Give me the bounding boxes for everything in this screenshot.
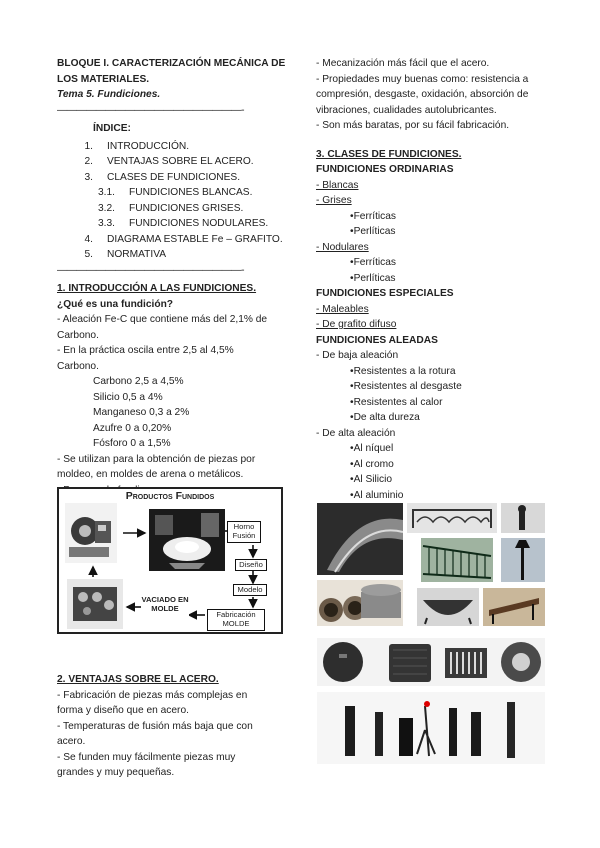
bloque-title-line2: LOS MATERIALES. (57, 73, 150, 85)
ventajas-line: - Mecanización más fácil que el acero. (316, 58, 490, 69)
index-label: FUNDICIONES GRISES. (129, 202, 244, 214)
tema-title: Tema 5. Fundiciones. (57, 89, 161, 100)
index-num: 4. (84, 233, 93, 245)
railing-photo (421, 538, 493, 582)
index-num: 3. (84, 171, 93, 183)
bathtub-photo (417, 588, 479, 626)
baja-subitem: •De alta dureza (350, 412, 420, 423)
ordinarias-heading: FUNDICIONES ORDINARIAS (316, 164, 454, 175)
index-subitem (57, 216, 289, 232)
left-column (57, 56, 289, 498)
index-num: 5. (84, 249, 93, 260)
bollard-photo (501, 503, 545, 533)
bench-photo (483, 588, 545, 626)
intro-text: Carbono. (57, 329, 99, 341)
maleables-item: - Maleables (316, 303, 369, 315)
index-num: 1. (84, 140, 93, 152)
ventajas-line: compresión, desgaste, oxidación, absorción de (316, 89, 529, 100)
grises-item: - Grises (316, 195, 352, 206)
composition-item: Silicio 0,5 a 4% (93, 391, 163, 403)
index-subitem (57, 185, 289, 201)
alta-subitem: •Al cromo (350, 458, 394, 470)
baja-item: - De baja aleación (316, 350, 399, 361)
vaciado-molde-label: VACIADO EN MOLDE (141, 595, 189, 617)
baja-subitem: •Resistentes al calor (350, 396, 443, 408)
index-item (57, 139, 289, 155)
ventajas-line: - Fabricación de piezas más complejas en (57, 689, 248, 701)
bollards-photo (317, 692, 545, 764)
diseno-box: Diseño (235, 559, 267, 571)
horno-fusion-box: Horno Fusión (227, 521, 261, 543)
ventajas-line: vibraciones, cualidades autolubricantes. (316, 104, 497, 116)
index-label: CLASES DE FUNDICIONES. (107, 171, 241, 183)
right-column (316, 56, 548, 503)
intro-question: ¿Qué es una fundición? (57, 298, 174, 310)
index-item (57, 232, 289, 248)
fabricacion-molde-box: Fabricación MOLDE (207, 609, 265, 631)
nodulares-subitem: •Ferríticas (350, 257, 397, 268)
blancas-item: - Blancas (316, 179, 359, 191)
index-label: INTRODUCCIÓN. (107, 140, 190, 152)
intro-text: Carbono. (57, 360, 99, 372)
alta-item: - De alta aleación (316, 427, 396, 439)
index-label: VENTAJAS SOBRE EL ACERO. (107, 156, 254, 167)
alta-subitem: •Al Silicio (350, 474, 393, 485)
aleadas-heading: FUNDICIONES ALEADAS (316, 334, 438, 346)
index-num: 3.2. (98, 202, 115, 214)
index-label: DIAGRAMA ESTABLE Fe – GRAFITO. (107, 233, 283, 245)
index-num: 2. (84, 156, 93, 167)
alta-subitem: •Al níquel (350, 443, 394, 454)
grises-subitem: •Ferríticas (350, 210, 397, 222)
diagram-title: Productos Fundidos (125, 490, 215, 502)
index-num: 3.3. (98, 218, 115, 229)
intro-text: moldeo, en moldes de arena o metálicos. (57, 469, 244, 480)
cylinder-surface-photo (317, 503, 403, 575)
ventajas-line: - Son más baratas, por su fácil fabricación. (316, 120, 510, 131)
ventajas-line: acero. (57, 736, 86, 747)
bloque-title-line1: BLOQUE I. CARACTERIZACIÓN MECÁNICA DE (57, 58, 286, 69)
manhole-covers-photo (317, 638, 545, 686)
clases-heading: 3. CLASES DE FUNDICIONES. (316, 148, 462, 160)
index-label: FUNDICIONES NODULARES. (129, 218, 269, 229)
alta-subitem: •Al aluminio (350, 489, 404, 501)
baja-subitem: •Resistentes a la rotura (350, 365, 456, 377)
intro-text: - En la práctica oscila entre 2,5 al 4,5% (57, 345, 234, 356)
nodulares-item: - Nodulares (316, 241, 369, 253)
baja-subitem: •Resistentes al desgaste (350, 381, 462, 392)
index-item (57, 247, 289, 263)
ventajas-line: grandes y muy pequeñas. (57, 767, 175, 778)
modelo-box: Modelo (233, 584, 267, 596)
index-label: NORMATIVA (107, 249, 167, 260)
ventajas-section (57, 672, 289, 781)
index-rule: ———————————————————- (57, 264, 244, 276)
index-list (57, 139, 289, 263)
index-title: ÍNDICE: (93, 123, 131, 134)
cast-products-gallery (317, 500, 545, 764)
especiales-heading: FUNDICIONES ESPECIALES (316, 288, 454, 299)
intro-text: - Aleación Fe-C que contiene más del 2,1% de (57, 314, 268, 325)
intro-heading: 1. INTRODUCCIÓN A LAS FUNDICIONES. (57, 283, 257, 294)
pipes-photo (317, 580, 403, 626)
ventajas-line: forma y diseño que en acero. (57, 705, 189, 716)
intro-text: - Se utilizan para la obtención de piezas por (57, 453, 256, 465)
composition-item: Azufre 0 a 0,20% (93, 422, 172, 434)
casting-process-diagram (57, 487, 283, 634)
composition-item: Manganeso 0,3 a 2% (93, 407, 190, 418)
grafito-item: - De grafito difuso (316, 319, 397, 330)
index-num: 3.1. (98, 187, 115, 198)
composition-item: Carbono 2,5 a 4,5% (93, 376, 184, 387)
index-subitem (57, 201, 289, 217)
ventajas-line: - Propiedades muy buenas como: resistencia a (316, 73, 529, 85)
ventajas-line: - Temperaturas de fusión más baja que con (57, 720, 253, 732)
lamp-post-photo (501, 538, 545, 582)
header-rule: ———————————————————- (57, 104, 244, 116)
ornate-fence-photo (407, 503, 497, 533)
index-item (57, 170, 289, 186)
nodulares-subitem: •Perlíticas (350, 272, 396, 284)
index-label: FUNDICIONES BLANCAS. (129, 187, 253, 198)
ventajas-line: - Se funden muy fácilmente piezas muy (57, 751, 236, 763)
composition-item: Fósforo 0 a 1,5% (93, 438, 171, 449)
ventajas-heading: 2. VENTAJAS SOBRE EL ACERO. (57, 674, 219, 685)
composition-list (57, 374, 289, 452)
grises-subitem: •Perlíticas (350, 226, 396, 237)
index-item (57, 154, 289, 170)
